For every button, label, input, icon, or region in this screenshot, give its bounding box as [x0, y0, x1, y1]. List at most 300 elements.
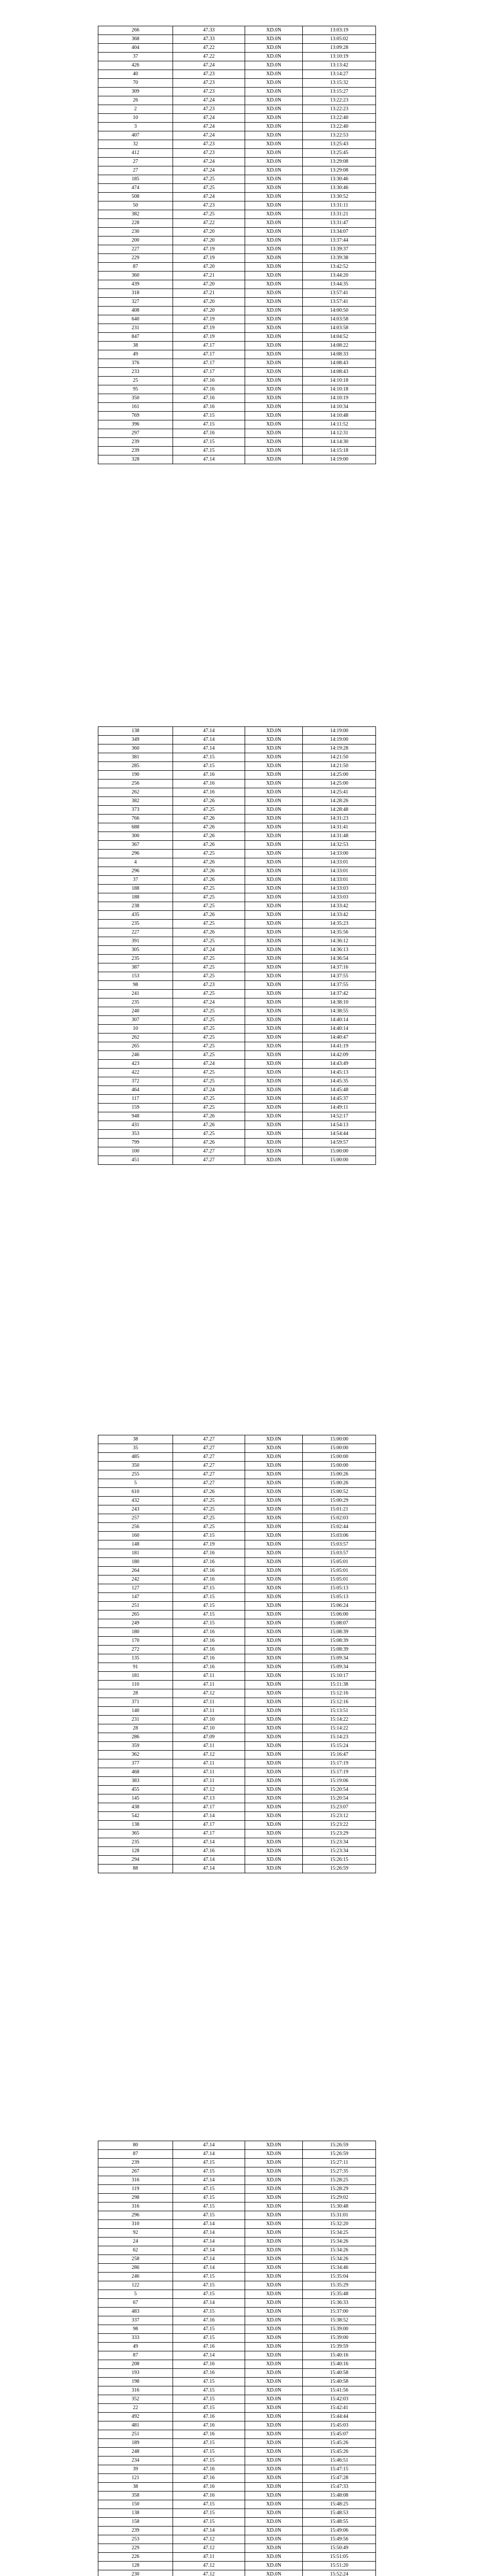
time-cell: 13:39:37	[303, 245, 376, 254]
table-row	[98, 990, 376, 998]
time-cell: 15:11:38	[303, 1681, 376, 1689]
code-cell: XD.0N	[245, 158, 303, 166]
price-cell: 47.25	[173, 210, 245, 219]
table-row	[98, 1042, 376, 1051]
table-row	[98, 2185, 376, 2194]
code-cell: XD.0N	[245, 1593, 303, 1602]
time-cell: 15:20:54	[303, 1794, 376, 1803]
code-cell: XD.0N	[245, 1497, 303, 1505]
table-row	[98, 263, 376, 272]
time-cell: 15:00:00	[303, 1156, 376, 1165]
table-row	[98, 2369, 376, 2378]
price-cell: 47.20	[173, 228, 245, 236]
volume-cell: 439	[98, 280, 173, 289]
table-row	[98, 2378, 376, 2386]
code-cell: XD.0N	[245, 885, 303, 893]
volume-cell: 80	[98, 2141, 173, 2150]
code-cell: XD.0N	[245, 2456, 303, 2465]
volume-cell: 230	[98, 228, 173, 236]
table-row	[98, 1821, 376, 1829]
code-cell: XD.0N	[245, 131, 303, 140]
volume-cell: 140	[98, 1707, 173, 1716]
code-cell: XD.0N	[245, 1847, 303, 1856]
table-row	[98, 455, 376, 464]
table-row	[98, 736, 376, 744]
price-cell: 47.22	[173, 44, 245, 53]
time-cell: 15:20:54	[303, 1786, 376, 1794]
price-cell: 47.26	[173, 911, 245, 920]
code-cell: XD.0N	[245, 70, 303, 79]
price-cell: 47.33	[173, 35, 245, 44]
volume-cell: 119	[98, 2185, 173, 2194]
volume-cell: 161	[98, 403, 173, 412]
time-cell: 15:08:39	[303, 1628, 376, 1637]
price-cell: 47.25	[173, 1051, 245, 1060]
volume-cell: 367	[98, 841, 173, 850]
price-cell: 47.16	[173, 1654, 245, 1663]
price-cell: 47.15	[173, 2185, 245, 2194]
volume-cell: 359	[98, 1742, 173, 1751]
time-cell: 15:00:00	[303, 1453, 376, 1462]
volume-cell: 371	[98, 1698, 173, 1707]
price-cell: 47.20	[173, 307, 245, 315]
volume-cell: 327	[98, 298, 173, 307]
time-cell: 15:23:34	[303, 1838, 376, 1847]
volume-cell: 22	[98, 2404, 173, 2413]
price-cell: 47.15	[173, 2509, 245, 2518]
price-cell: 47.16	[173, 1637, 245, 1646]
code-cell: XD.0N	[245, 2299, 303, 2308]
table-row	[98, 272, 376, 280]
volume-cell: 266	[98, 26, 173, 35]
volume-cell: 435	[98, 911, 173, 920]
code-cell: XD.0N	[245, 2562, 303, 2570]
table-row	[98, 1619, 376, 1628]
price-cell: 47.15	[173, 2290, 245, 2299]
volume-cell: 352	[98, 2395, 173, 2404]
volume-cell: 360	[98, 744, 173, 753]
code-cell: XD.0N	[245, 1540, 303, 1549]
code-cell: XD.0N	[245, 1121, 303, 1130]
time-cell: 13:05:02	[303, 35, 376, 44]
volume-cell: 246	[98, 1051, 173, 1060]
time-cell: 14:33:01	[303, 867, 376, 876]
code-cell: XD.0N	[245, 236, 303, 245]
code-cell: XD.0N	[245, 1479, 303, 1488]
table-row	[98, 876, 376, 885]
code-cell: XD.0N	[245, 937, 303, 946]
volume-cell: 408	[98, 307, 173, 315]
code-cell: XD.0N	[245, 2492, 303, 2500]
time-cell: 14:08:22	[303, 342, 376, 350]
code-cell: XD.0N	[245, 412, 303, 420]
time-cell: 14:08:43	[303, 359, 376, 368]
table-row	[98, 2500, 376, 2509]
time-cell: 15:26:59	[303, 2150, 376, 2159]
price-cell: 47.25	[173, 990, 245, 998]
time-cell: 15:44:44	[303, 2413, 376, 2421]
volume-cell: 316	[98, 2176, 173, 2185]
volume-cell: 26	[98, 96, 173, 105]
time-cell: 14:15:18	[303, 447, 376, 455]
volume-cell: 349	[98, 736, 173, 744]
price-cell: 47.21	[173, 289, 245, 298]
table-row	[98, 1865, 376, 1873]
table-row	[98, 788, 376, 797]
time-cell: 14:03:58	[303, 315, 376, 324]
table-row	[98, 315, 376, 324]
time-cell: 14:31:48	[303, 832, 376, 841]
volume-cell: 5	[98, 2290, 173, 2299]
table-row	[98, 1584, 376, 1593]
time-cell: 13:29:08	[303, 166, 376, 175]
price-cell: 47.17	[173, 350, 245, 359]
price-cell: 47.25	[173, 184, 245, 193]
time-cell: 15:28:25	[303, 2176, 376, 2185]
time-cell: 13:22:40	[303, 123, 376, 131]
time-cell: 13:44:20	[303, 272, 376, 280]
volume-cell: 256	[98, 1523, 173, 1532]
volume-cell: 948	[98, 1112, 173, 1121]
price-cell: 47.15	[173, 2194, 245, 2202]
code-cell: XD.0N	[245, 149, 303, 158]
volume-cell: 382	[98, 797, 173, 806]
volume-cell: 37	[98, 876, 173, 885]
table-row	[98, 88, 376, 96]
time-cell: 15:34:26	[303, 2238, 376, 2246]
price-cell: 47.25	[173, 1025, 245, 1033]
price-cell: 47.15	[173, 447, 245, 455]
time-cell: 15:40:58	[303, 2369, 376, 2378]
table-row	[98, 236, 376, 245]
volume-cell: 67	[98, 2299, 173, 2308]
table-row	[98, 2448, 376, 2456]
price-cell: 47.15	[173, 438, 245, 447]
volume-cell: 5	[98, 1479, 173, 1488]
time-cell: 14:37:16	[303, 963, 376, 972]
code-cell: XD.0N	[245, 806, 303, 815]
code-cell: XD.0N	[245, 298, 303, 307]
time-cell: 13:22:53	[303, 131, 376, 140]
volume-cell: 91	[98, 1663, 173, 1672]
volume-cell: 138	[98, 1821, 173, 1829]
table-row	[98, 1540, 376, 1549]
code-cell: XD.0N	[245, 429, 303, 438]
price-cell: 47.20	[173, 298, 245, 307]
code-cell: XD.0N	[245, 928, 303, 937]
price-cell: 47.14	[173, 1856, 245, 1865]
price-cell: 47.24	[173, 61, 245, 70]
volume-cell: 38	[98, 342, 173, 350]
price-cell: 47.25	[173, 1104, 245, 1112]
volume-cell: 180	[98, 1628, 173, 1637]
volume-cell: 87	[98, 263, 173, 272]
volume-cell: 468	[98, 1768, 173, 1777]
time-cell: 15:29:02	[303, 2194, 376, 2202]
volume-cell: 309	[98, 88, 173, 96]
table-row	[98, 438, 376, 447]
table-row	[98, 175, 376, 184]
time-cell: 14:10:34	[303, 403, 376, 412]
volume-cell: 253	[98, 2535, 173, 2544]
time-cell: 15:00:26	[303, 1479, 376, 1488]
volume-cell: 27	[98, 158, 173, 166]
time-cell: 15:34:46	[303, 2264, 376, 2273]
price-cell: 47.25	[173, 902, 245, 911]
volume-cell: 231	[98, 1716, 173, 1724]
time-cell: 13:25:45	[303, 149, 376, 158]
code-cell: XD.0N	[245, 272, 303, 280]
table-row	[98, 228, 376, 236]
price-cell: 47.25	[173, 1077, 245, 1086]
table-row	[98, 359, 376, 368]
price-cell: 47.15	[173, 2325, 245, 2334]
table-row	[98, 26, 376, 35]
code-cell: XD.0N	[245, 1025, 303, 1033]
price-cell: 47.26	[173, 928, 245, 937]
table-row	[98, 2281, 376, 2290]
price-cell: 47.11	[173, 2553, 245, 2562]
code-cell: XD.0N	[245, 850, 303, 858]
price-cell: 47.26	[173, 876, 245, 885]
volume-cell: 188	[98, 885, 173, 893]
code-cell: XD.0N	[245, 2544, 303, 2553]
time-cell: 14:33:03	[303, 893, 376, 902]
price-cell: 47.24	[173, 1060, 245, 1069]
code-cell: XD.0N	[245, 2334, 303, 2343]
price-cell: 47.15	[173, 2273, 245, 2281]
code-cell: XD.0N	[245, 1086, 303, 1095]
time-cell: 15:03:06	[303, 1532, 376, 1540]
code-cell: XD.0N	[245, 385, 303, 394]
time-cell: 14:10:19	[303, 394, 376, 403]
volume-cell: 265	[98, 1042, 173, 1051]
table-row	[98, 2518, 376, 2527]
code-cell: XD.0N	[245, 342, 303, 350]
price-cell: 47.20	[173, 280, 245, 289]
price-cell: 47.15	[173, 1593, 245, 1602]
price-cell: 47.25	[173, 1007, 245, 1016]
code-cell: XD.0N	[245, 736, 303, 744]
price-cell: 47.16	[173, 1847, 245, 1856]
volume-cell: 426	[98, 61, 173, 70]
code-cell: XD.0N	[245, 447, 303, 455]
code-cell: XD.0N	[245, 377, 303, 385]
code-cell: XD.0N	[245, 350, 303, 359]
time-cell: 13:09:28	[303, 44, 376, 53]
volume-cell: 242	[98, 1575, 173, 1584]
price-cell: 47.12	[173, 1689, 245, 1698]
price-cell: 47.14	[173, 455, 245, 464]
code-cell: XD.0N	[245, 753, 303, 762]
table-row	[98, 2509, 376, 2518]
code-cell: XD.0N	[245, 166, 303, 175]
code-cell: XD.0N	[245, 2150, 303, 2159]
code-cell: XD.0N	[245, 2369, 303, 2378]
code-cell: XD.0N	[245, 88, 303, 96]
table-row	[98, 2430, 376, 2439]
volume-cell: 542	[98, 1812, 173, 1821]
volume-cell: 422	[98, 1069, 173, 1077]
volume-cell: 296	[98, 2211, 173, 2220]
time-cell: 15:42:03	[303, 2395, 376, 2404]
price-cell: 47.24	[173, 158, 245, 166]
price-cell: 47.14	[173, 1838, 245, 1847]
table-row	[98, 762, 376, 771]
time-cell: 14:11:52	[303, 420, 376, 429]
code-cell: XD.0N	[245, 2202, 303, 2211]
time-cell: 14:36:13	[303, 946, 376, 955]
table-row	[98, 885, 376, 893]
time-cell: 15:06:24	[303, 1602, 376, 1611]
table-row	[98, 2202, 376, 2211]
table-row	[98, 385, 376, 394]
table-row	[98, 1698, 376, 1707]
code-cell: XD.0N	[245, 105, 303, 114]
table-row	[98, 2413, 376, 2421]
code-cell: XD.0N	[245, 1435, 303, 1444]
price-cell: 47.16	[173, 429, 245, 438]
code-cell: XD.0N	[245, 140, 303, 149]
time-cell: 14:35:56	[303, 928, 376, 937]
code-cell: XD.0N	[245, 815, 303, 823]
price-cell: 47.16	[173, 2483, 245, 2492]
time-cell: 15:26:15	[303, 1856, 376, 1865]
code-cell: XD.0N	[245, 2483, 303, 2492]
time-cell: 14:33:03	[303, 885, 376, 893]
volume-cell: 121	[98, 2474, 173, 2483]
code-cell: XD.0N	[245, 1646, 303, 1654]
code-cell: XD.0N	[245, 1724, 303, 1733]
table-row	[98, 727, 376, 736]
time-cell: 15:23:34	[303, 1847, 376, 1856]
code-cell: XD.0N	[245, 2553, 303, 2562]
time-cell: 15:28:29	[303, 2185, 376, 2194]
price-cell: 47.22	[173, 53, 245, 61]
price-cell: 47.15	[173, 2456, 245, 2465]
time-cell: 15:06:00	[303, 1611, 376, 1619]
price-cell: 47.27	[173, 1147, 245, 1156]
table-row	[98, 1716, 376, 1724]
volume-cell: 492	[98, 2413, 173, 2421]
time-cell: 15:05:13	[303, 1584, 376, 1593]
table-row	[98, 771, 376, 779]
volume-cell: 159	[98, 1104, 173, 1112]
table-row	[98, 2553, 376, 2562]
table-row	[98, 1139, 376, 1147]
code-cell: XD.0N	[245, 2351, 303, 2360]
table-row	[98, 2176, 376, 2185]
price-cell: 47.27	[173, 1470, 245, 1479]
volume-cell: 185	[98, 175, 173, 184]
volume-cell: 258	[98, 2255, 173, 2264]
table-row	[98, 972, 376, 981]
table-row	[98, 2386, 376, 2395]
price-cell: 47.20	[173, 236, 245, 245]
code-cell: XD.0N	[245, 1470, 303, 1479]
time-cell: 13:30:52	[303, 193, 376, 201]
price-cell: 47.16	[173, 403, 245, 412]
time-cell: 13:31:47	[303, 219, 376, 228]
code-cell: XD.0N	[245, 2308, 303, 2316]
volume-cell: 431	[98, 1121, 173, 1130]
table-row	[98, 1514, 376, 1523]
code-cell: XD.0N	[245, 1707, 303, 1716]
price-cell: 47.24	[173, 998, 245, 1007]
volume-cell: 350	[98, 394, 173, 403]
price-cell: 47.24	[173, 114, 245, 123]
price-cell: 47.15	[173, 1602, 245, 1611]
volume-cell: 297	[98, 429, 173, 438]
time-cell: 15:00:29	[303, 1497, 376, 1505]
price-cell: 47.26	[173, 858, 245, 867]
table-row	[98, 2544, 376, 2553]
price-cell: 47.25	[173, 1497, 245, 1505]
time-cell: 14:28:26	[303, 797, 376, 806]
code-cell: XD.0N	[245, 1654, 303, 1663]
volume-cell: 382	[98, 210, 173, 219]
trade-table-2	[98, 726, 376, 1165]
time-cell: 15:27:11	[303, 2159, 376, 2167]
volume-cell: 262	[98, 1033, 173, 1042]
time-cell: 14:25:00	[303, 771, 376, 779]
price-cell: 47.16	[173, 779, 245, 788]
volume-cell: 300	[98, 832, 173, 841]
table-row	[98, 307, 376, 315]
price-cell: 47.22	[173, 219, 245, 228]
volume-cell: 180	[98, 1558, 173, 1567]
volume-cell: 229	[98, 254, 173, 263]
volume-cell: 117	[98, 1095, 173, 1104]
time-cell: 15:31:01	[303, 2211, 376, 2220]
time-cell: 15:05:01	[303, 1558, 376, 1567]
volume-cell: 451	[98, 1156, 173, 1165]
table-row	[98, 429, 376, 438]
time-cell: 14:19:00	[303, 727, 376, 736]
volume-cell: 49	[98, 2343, 173, 2351]
time-cell: 15:23:22	[303, 1821, 376, 1829]
code-cell: XD.0N	[245, 2185, 303, 2194]
code-cell: XD.0N	[245, 420, 303, 429]
time-cell: 15:00:00	[303, 1462, 376, 1470]
volume-cell: 10	[98, 1025, 173, 1033]
code-cell: XD.0N	[245, 2325, 303, 2334]
code-cell: XD.0N	[245, 2421, 303, 2430]
price-cell: 47.25	[173, 920, 245, 928]
table-row	[98, 1156, 376, 1165]
code-cell: XD.0N	[245, 1514, 303, 1523]
table-row	[98, 1086, 376, 1095]
code-cell: XD.0N	[245, 2500, 303, 2509]
time-cell: 15:34:26	[303, 2255, 376, 2264]
time-cell: 14:33:42	[303, 902, 376, 911]
volume-cell: 239	[98, 438, 173, 447]
price-cell: 47.15	[173, 2386, 245, 2395]
time-cell: 15:40:16	[303, 2351, 376, 2360]
table-row	[98, 2150, 376, 2159]
table-row	[98, 1803, 376, 1812]
code-cell: XD.0N	[245, 2343, 303, 2351]
time-cell: 13:37:44	[303, 236, 376, 245]
price-cell: 47.26	[173, 841, 245, 850]
price-cell: 47.27	[173, 1462, 245, 1470]
table-row	[98, 53, 376, 61]
volume-cell: 229	[98, 2544, 173, 2553]
time-cell: 15:51:05	[303, 2553, 376, 2562]
table-row	[98, 2395, 376, 2404]
code-cell: XD.0N	[245, 1681, 303, 1689]
trade-table-3	[98, 1435, 376, 1873]
